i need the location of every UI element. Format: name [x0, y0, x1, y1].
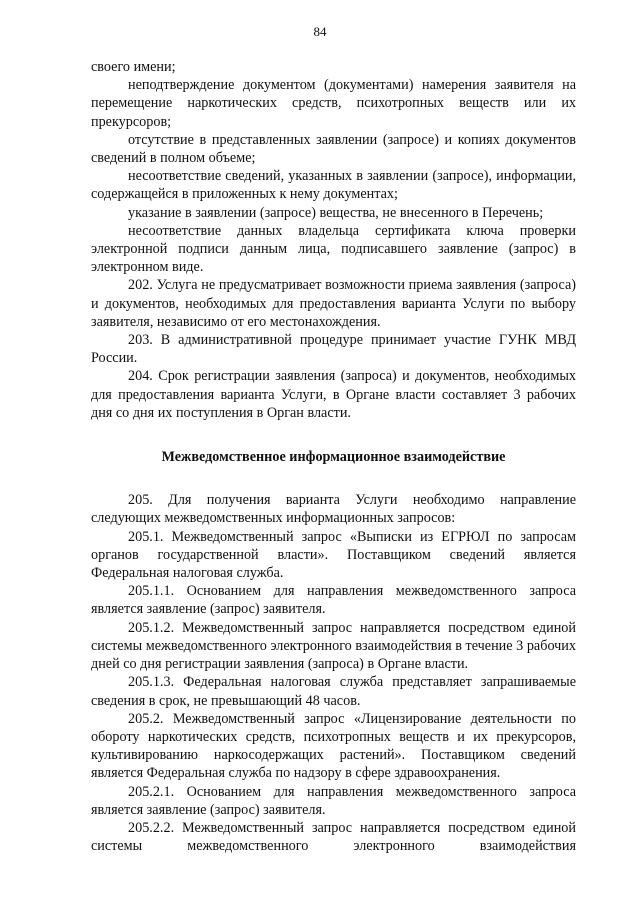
paragraph-205-1-2: 205.1.2. Межведомственный запрос направляется посредством единой системы межведомственного электронного взаимодействия в течение 3 рабочих дней со дня регистрации заявления (запроса) в Органе власти. — [91, 619, 576, 673]
paragraph-205-1-3: 205.1.3. Федеральная налоговая служба представляет запрашиваемые сведения в срок, не превышающий 48 часов. — [91, 674, 576, 709]
document-body — [91, 58, 576, 855]
paragraph-205-2-2: 205.2.2. Межведомственный запрос направляется посредством единой системы межведомственного электронного взаимодействия — [91, 819, 576, 855]
paragraph-mismatch-info: несоответствие сведений, указанных в заявлении (запросе), информации, содержащейся в приложенных к нему документах; — [91, 168, 576, 203]
paragraph-substance-not-listed: указание в заявлении (запросе) вещества, не внесенного в Перечень; — [128, 204, 544, 221]
paragraph-202: 202. Услуга не предусматривает возможности приема заявления (запроса) и документов, необходимых для предоставления варианта Услуги по выбору заявителя, независимо от его местонахождения. — [91, 277, 576, 330]
paragraph-204: 204. Срок регистрации заявления (запроса) и документов, необходимых для предоставления варианта Услуги, в Органе власти составляет 3 рабочих дня со дня их поступления в Орган власти. — [91, 368, 576, 421]
paragraph-non-confirmation: неподтверждение документом (документами) намерения заявителя на перемещение наркотических средств, психотропных веществ или их прекурсоров; — [91, 77, 576, 130]
paragraph-205-2-1: 205.2.1. Основанием для направления межведомственного запроса является заявление (запрос) заявителя. — [91, 783, 576, 818]
paragraph-205-1-1: 205.1.1. Основанием для направления межведомственного запроса является заявление (запрос) заявителя. — [91, 583, 576, 618]
paragraph-205-2: 205.2. Межведомственный запрос «Лицензирование деятельности по обороту наркотических средств, психотропных веществ и их прекурсоров, культивированию наркосодержащих растений». Поставщиком сведений является Федеральная служба по надзору в сфере здравоохранения. — [91, 710, 576, 782]
paragraph-signature-mismatch: несоответствие данных владельца сертификата ключа проверки электронной подписи данным лица, подписавшего заявление (запрос) в электронном виде. — [91, 222, 576, 276]
section-heading: Межведомственное информационное взаимодействие — [161, 449, 506, 466]
paragraph-continuation: своего имени; — [91, 59, 176, 75]
paragraph-205: 205. Для получения варианта Услуги необходимо направление следующих межведомственных информационных запросов: — [91, 492, 576, 527]
page-number: 84 — [313, 24, 327, 39]
paragraph-203: 203. В административной процедуре принимает участие ГУНК МВД России. — [91, 332, 576, 367]
paragraph-missing-info: отсутствие в представленных заявлении (запросе) и копиях документов сведений в полном объеме; — [91, 131, 576, 167]
paragraph-205-1: 205.1. Межведомственный запрос «Выписки из ЕГРЮЛ по запросам органов государственной власти». Поставщиком сведений является Федеральная налоговая служба. — [91, 528, 576, 582]
